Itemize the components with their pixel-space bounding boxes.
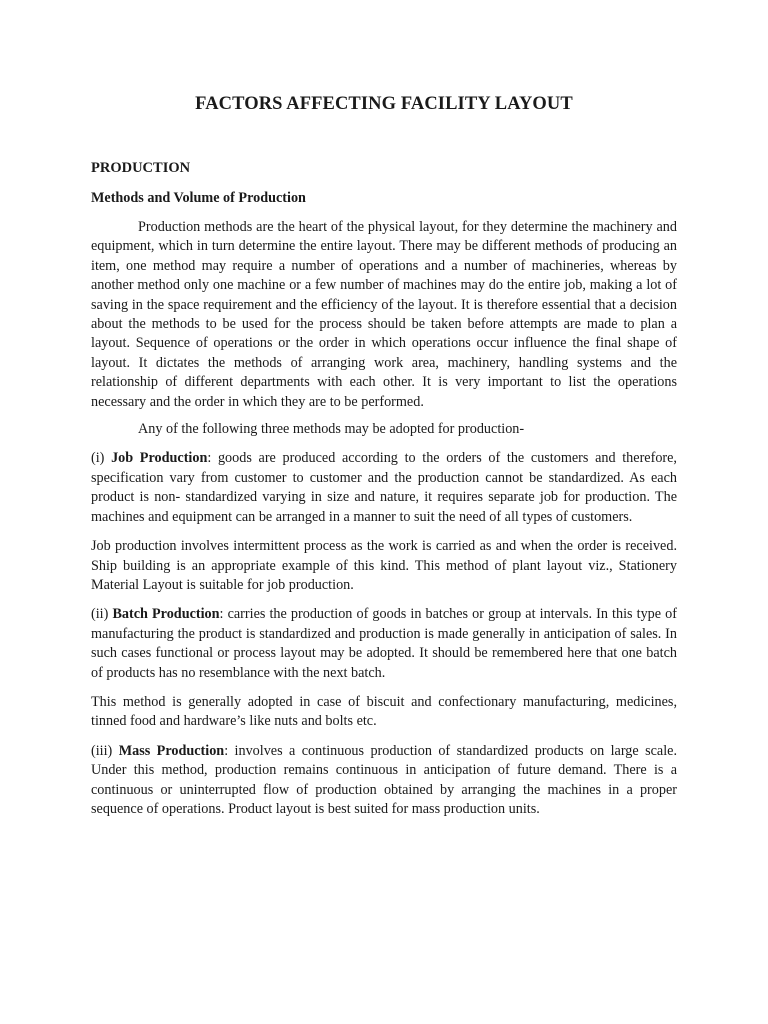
job-production-text: : goods are produced according to the orders of the customers and therefore, specification vary from customer to customer and the production cannot be standardized. As each product is non- standardized varying in size and nature, it requires separate job for production. The machines and equipment can be arranged in a manner to suit the need of all types of customers. [91, 450, 677, 525]
mass-production-text: : involves a continuous production of standardized products on large scale. Under this method, production remains continuous in anticipation of future demand. There is a continuous or uninterrupted flow of production obtained by arranging the machines in a proper sequence of operations. Product layout is best suited for mass production units. [91, 742, 677, 817]
section-heading: PRODUCTION [91, 160, 191, 176]
paragraph-mass-production [91, 742, 677, 820]
paragraph-three-methods: Any of the following three methods may be adopted for production- [138, 421, 525, 438]
mass-prefix: (iii) [91, 742, 119, 759]
paragraph-production-methods: Production methods are the heart of the physical layout, for they determine the machinery and equipment, which in turn determine the entire layout. There may be different methods of producing an item, one method may require a number of operations and a number of machineries, whereas by another method only one machine or a few number of machines may do the entire job, making a lot of saving in the space requirement and the efficiency of the layout. It is therefore essential that a decision about the methods to be used for the process should be taken before attempts are made to plan a layout. Sequence of operations or the order in which operations occur influence the final shape of layout. It dictates the methods of arranging work area, machinery, handling systems and the relationship of different departments with each other. It is very important to list the operations necessary and the order in which they are to be performed. [91, 219, 677, 410]
batch-production-text: : carries the production of goods in batches or group at intervals. In this type of manufacturing the product is standardized and production is made generally in anticipation of sales. In such cases functional or process layout may be adopted. It should be remembered here that one batch of products has no resemblance with the next batch. [91, 606, 677, 681]
document-title: FACTORS AFFECTING FACILITY LAYOUT [195, 94, 573, 114]
job-prefix: (i) [91, 450, 112, 467]
subheading: Methods and Volume of Production [91, 190, 306, 206]
job-production-term: Job Production [111, 450, 208, 467]
paragraph-batch-followup: This method is generally adopted in case of biscuit and confectionary manufacturing, medicines, tinned food and hardware’s like nuts and bolts etc. [91, 693, 677, 730]
paragraph-job-production [91, 449, 677, 527]
batch-production-term: Batch Production [112, 606, 220, 623]
mass-production-term: Mass Production [118, 742, 225, 759]
batch-prefix: (ii) [91, 606, 113, 623]
paragraph-batch-production [91, 605, 677, 683]
document-body [91, 92, 677, 819]
paragraph-job-followup: Job production involves intermittent process as the work is carried as and when the order is received. Ship building is an appropriate example of this kind. This method of plant layout viz., Stationery Material Layout is suitable for job production. [91, 538, 677, 593]
